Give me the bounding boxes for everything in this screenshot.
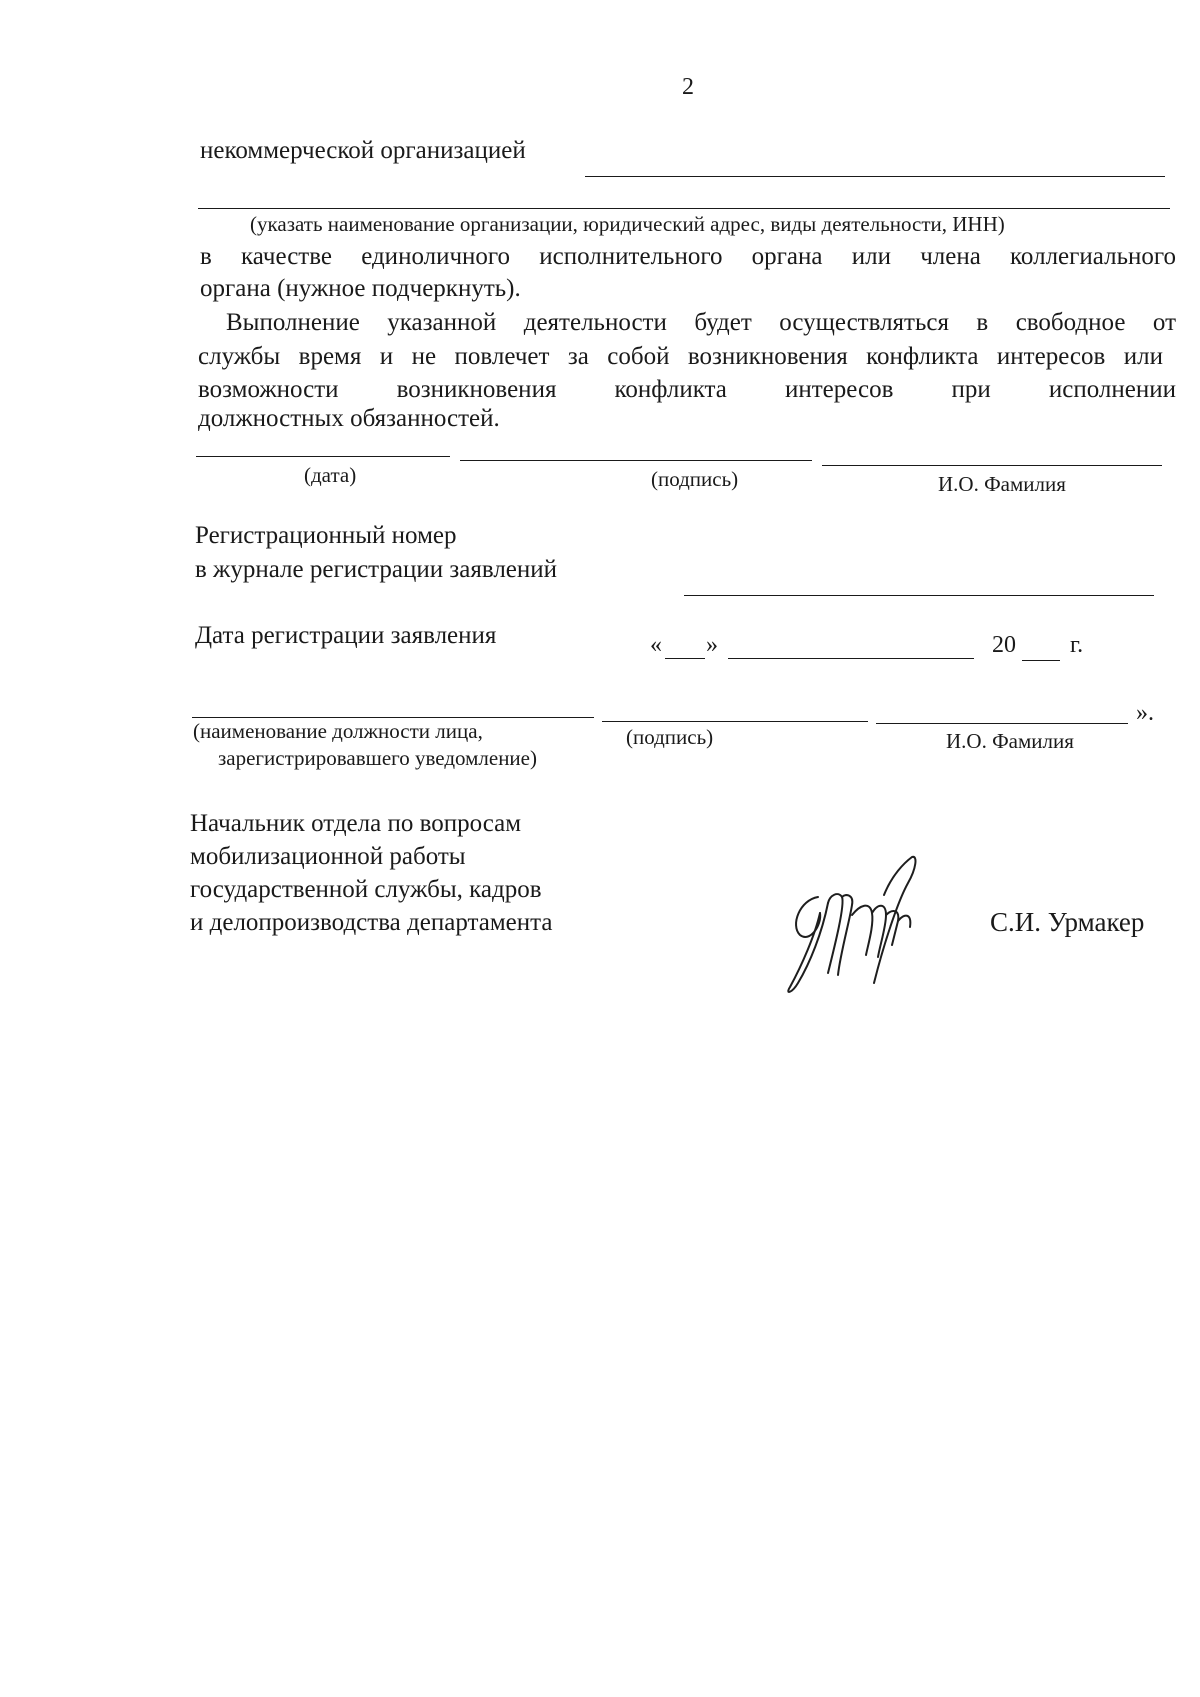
date-line: [196, 456, 450, 457]
reg-date-open-quote: «: [650, 632, 662, 658]
footer-title-2: мобилизационной работы: [190, 843, 466, 870]
reg-number-line: [684, 595, 1154, 596]
statement-line-4: должностных обязанностей.: [198, 405, 500, 432]
statement-line-3: возможности возникновения конфликта интересов при исполнении: [198, 376, 1176, 403]
signature-caption-2: (подпись): [626, 725, 714, 749]
reg-year-line: [1022, 660, 1060, 661]
footer-title-3: государственной службы, кадров: [190, 876, 542, 903]
footer-name: С.И. Урмакер: [990, 907, 1145, 937]
statement-line-2: службы время и не повлечет за собой возникновения конфликта интересов или: [198, 343, 1163, 370]
statement-line-1: Выполнение указанной деятельности будет осуществляться в свободное от: [226, 309, 1176, 336]
name-line-2: [876, 723, 1128, 724]
date-caption: (дата): [304, 463, 357, 487]
capacity-line-2: органа (нужное подчеркнуть).: [200, 275, 521, 302]
page-number: 2: [682, 74, 694, 100]
position-line: [192, 717, 594, 718]
position-caption-2: зарегистрировавшего уведомление): [218, 746, 537, 770]
reg-day-line: [665, 658, 705, 659]
reg-date-close-quote: »: [706, 632, 718, 658]
reg-date-label: Дата регистрации заявления: [195, 622, 497, 649]
reg-number-label-2: в журнале регистрации заявлений: [195, 556, 558, 583]
reg-number-label-1: Регистрационный номер: [195, 522, 457, 549]
reg-year-prefix: 20: [992, 632, 1016, 658]
org-fill-line-2: [198, 208, 1170, 209]
name-line: [822, 465, 1162, 466]
footer-title-1: Начальник отдела по вопросам: [190, 810, 522, 837]
signature-line: [460, 460, 812, 461]
signature-line-2: [602, 721, 868, 722]
org-hint: (указать наименование организации, юридический адрес, виды деятельности, ИНН): [250, 212, 1005, 236]
org-fill-line: [585, 176, 1165, 177]
closing-quote: ».: [1136, 700, 1154, 726]
position-caption-1: (наименование должности лица,: [193, 719, 483, 743]
capacity-line-1: в качестве единоличного исполнительного органа или члена коллегиального: [200, 243, 1176, 270]
name-caption-2: И.О. Фамилия: [946, 729, 1074, 753]
handwritten-signature: [780, 855, 950, 995]
footer-title-4: и делопроизводства департамента: [190, 909, 553, 936]
org-label: некоммерческой организацией: [200, 137, 526, 164]
name-caption: И.О. Фамилия: [938, 472, 1066, 496]
signature-caption: (подпись): [651, 467, 739, 491]
reg-year-suffix: г.: [1070, 632, 1084, 658]
reg-month-line: [728, 658, 974, 659]
